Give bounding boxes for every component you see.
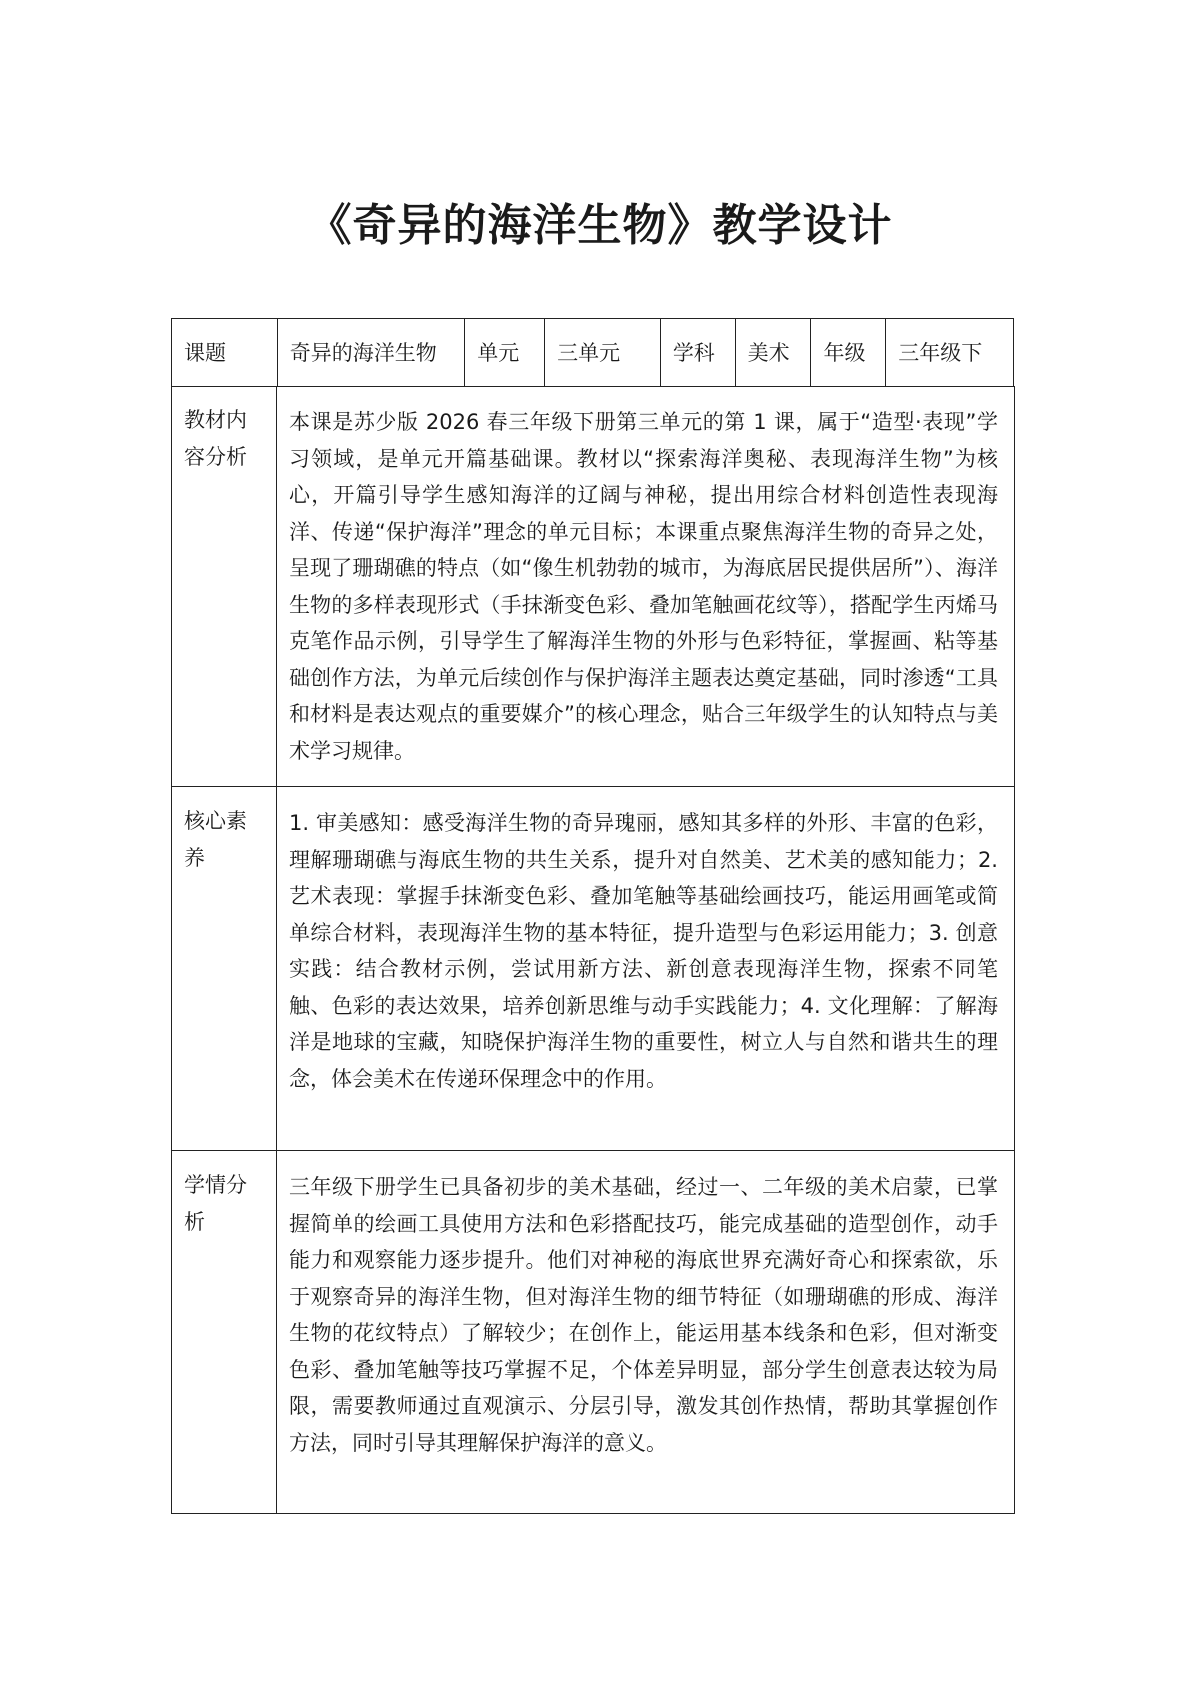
unit-value: 三单元 (545, 319, 661, 386)
table-row (172, 386, 1014, 786)
subject-label: 学科 (661, 319, 736, 386)
row-content-material-analysis: 本课是苏少版 2026 春三年级下册第三单元的第 1 课，属于“造型·表现”学习领域，是单元开篇基础课。教材以“探索海洋奥秘、表现海洋生物”为核心，开篇引导学生感知海洋的辽阔与神秘，提出用综合材料创造性表现海洋、传递“保护海洋”理念的单元目标；本课重点聚焦海洋生物的奇异之处，呈现了珊瑚礁的特点（如“像生机勃勃的城市，为海底居民提供居所”）、海洋生物的多样表现形式（手抹渐变色彩、叠加笔触画花纹等），搭配学生丙烯马克笔作品示例，引导学生了解海洋生物的外形与色彩特征，掌握画、粘等基础创作方法，为单元后续创作与保护海洋主题表达奠定基础，同时渗透“工具和材料是表达观点的重要媒介”的核心理念，贴合三年级学生的认知特点与美术学习规律。 (289, 410, 998, 763)
unit-label: 单元 (465, 319, 545, 386)
subject-value: 美术 (736, 319, 812, 386)
page-title: 《奇异的海洋生物》教学设计 (307, 200, 893, 251)
row-label-material-analysis: 教材内容分析 (172, 386, 277, 786)
grade-label: 年级 (811, 319, 886, 386)
topic-value: 奇异的海洋生物 (278, 319, 466, 386)
row-content-core-literacy: 1. 审美感知：感受海洋生物的奇异瑰丽，感知其多样的外形、丰富的色彩，理解珊瑚礁与海底生物的共生关系，提升对自然美、艺术美的感知能力；2. 艺术表现：掌握手抹渐变色彩、叠加笔触等基础绘画技巧，能运用画笔或简单综合材料，表现海洋生物的基本特征，提升造型与色彩运用能力；3. 创意实践：结合教材示例，尝试用新方法、新创意表现海洋生物，探索不同笔触、色彩的表达效果，培养创新思维与动手实践能力；4. 文化理解：了解海洋是地球的宝藏，知晓保护海洋生物的重要性，树立人与自然和谐共生的理念，体会美术在传递环保理念中的作用。 (289, 811, 998, 1091)
table-row (172, 786, 1014, 1150)
grade-value: 三年级下 (898, 341, 983, 365)
row-content-student-analysis: 三年级下册学生已具备初步的美术基础，经过一、二年级的美术启蒙，已掌握简单的绘画工具使用方法和色彩搭配技巧，能完成基础的造型创作，动手能力和观察能力逐步提升。他们对神秘的海底世界充满好奇心和探索欲，乐于观察奇异的海洋生物，但对海洋生物的细节特征（如珊瑚礁的形成、海洋生物的花纹特点）了解较少；在创作上，能运用基本线条和色彩，但对渐变色彩、叠加笔触等技巧掌握不足，个体差异明显，部分学生创意表达较为局限，需要教师通过直观演示、分层引导，激发其创作热情，帮助其掌握创作方法，同时引导其理解保护海洋的意义。 (289, 1175, 998, 1455)
table-row (172, 1150, 1014, 1513)
row-label-student-analysis: 学情分析 (172, 1151, 277, 1513)
topic-label: 课题 (172, 319, 278, 386)
lesson-detail-table (171, 386, 1015, 1514)
row-label-core-literacy: 核心素养 (172, 787, 277, 1150)
lesson-info-header (171, 318, 1014, 387)
